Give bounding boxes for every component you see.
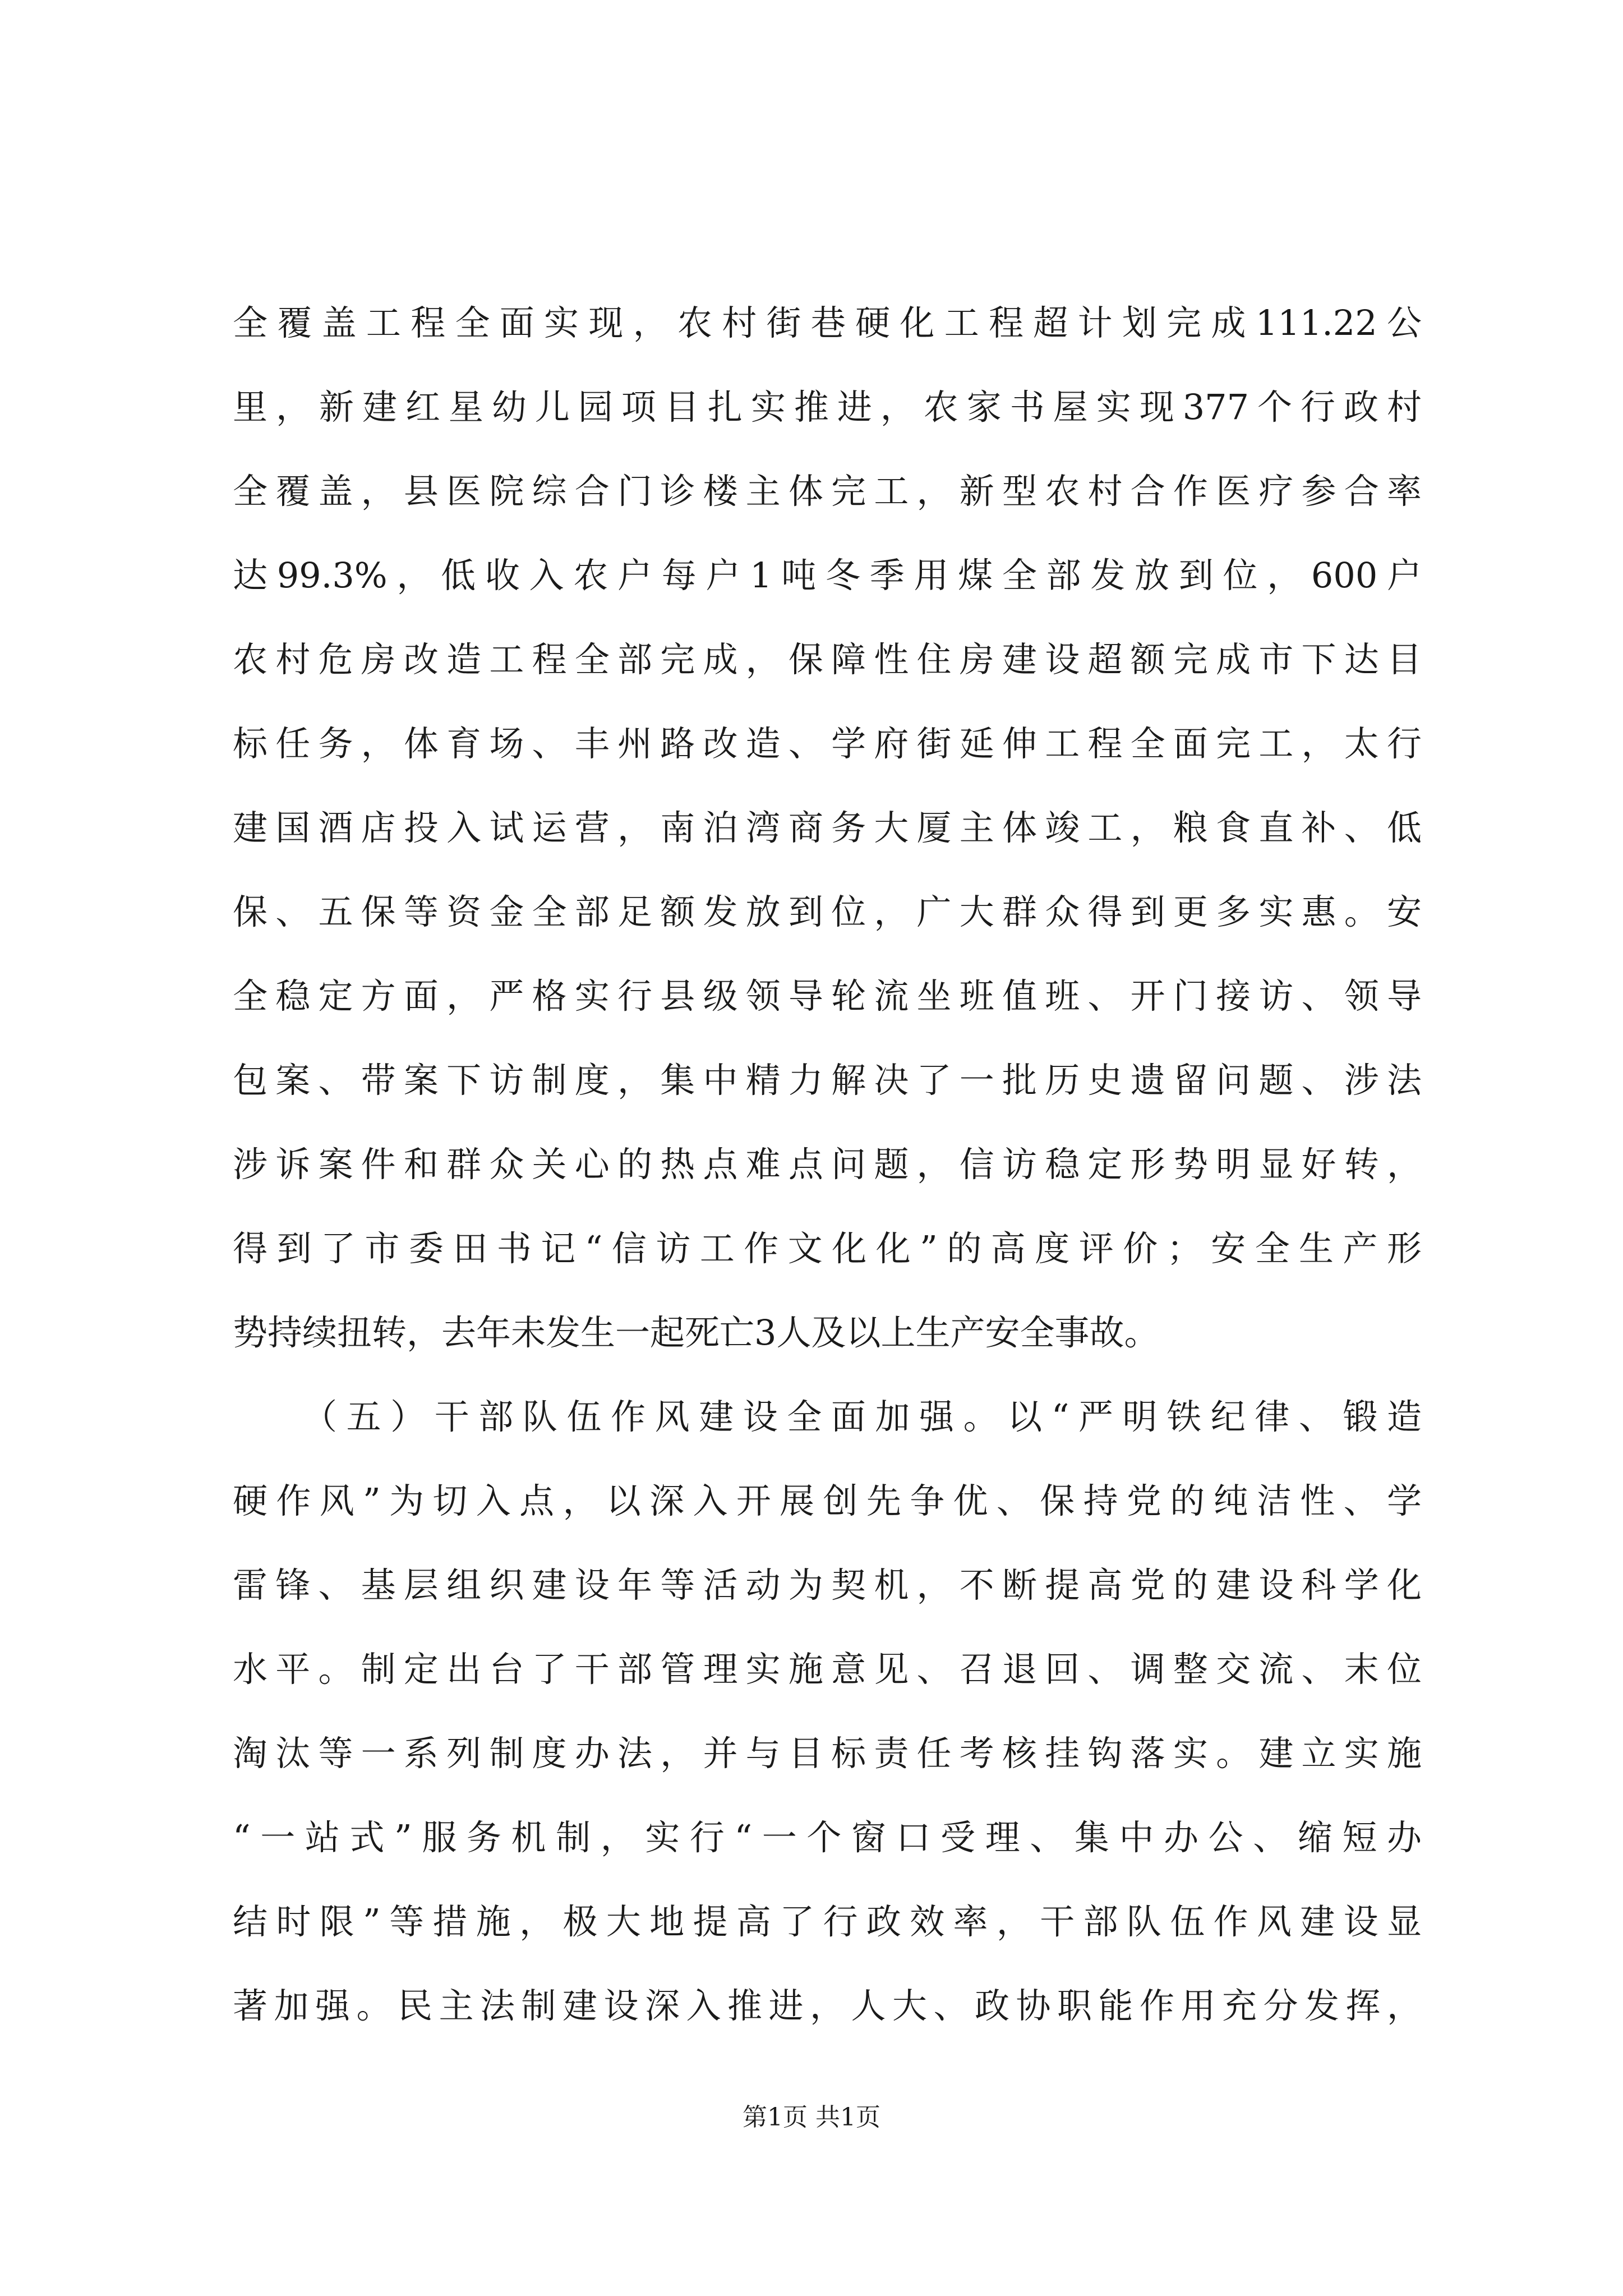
body-text-line: 全覆盖，县医院综合门诊楼主体完工，新型农村合作医疗参合率 — [233, 471, 1422, 512]
body-text-line: 保、五保等资金全部足额发放到位，广大群众得到更多实惠。安 — [233, 891, 1422, 932]
section-heading-line: （五）干部队伍作风建设全面加强。以“严明铁纪律、锻造 — [302, 1396, 1422, 1437]
body-text-line: 包案、带案下访制度，集中精力解决了一批历史遗留问题、涉法 — [233, 1060, 1422, 1101]
body-text-line: 淘汰等一系列制度办法，并与目标责任考核挂钩落实。建立实施 — [233, 1733, 1422, 1774]
body-text-line: 农村危房改造工程全部完成，保障性住房建设超额完成市下达目 — [233, 639, 1422, 680]
body-text-line: 标任务，体育场、丰州路改造、学府街延伸工程全面完工，太行 — [233, 723, 1422, 764]
body-text-line: “一站式”服务机制，实行“一个窗口受理、集中办公、缩短办 — [233, 1817, 1422, 1858]
body-text-line: 达99.3%，低收入农户每户1吨冬季用煤全部发放到位，600户 — [233, 555, 1422, 596]
body-text-line: 雷锋、基层组织建设年等活动为契机，不断提高党的建设科学化 — [233, 1565, 1422, 1605]
body-text-line: 建国酒店投入试运营，南泊湾商务大厦主体竣工，粮食直补、低 — [233, 807, 1422, 848]
body-text-line: 涉诉案件和群众关心的热点难点问题，信访稳定形势明显好转， — [233, 1144, 1422, 1185]
body-text-line: 全稳定方面，严格实行县级领导轮流坐班值班、开门接访、领导 — [233, 976, 1422, 1016]
body-text-line: 水平。制定出台了干部管理实施意见、召退回、调整交流、末位 — [233, 1649, 1422, 1690]
body-text-line: 著加强。民主法制建设深入推进，人大、政协职能作用充分发挥， — [233, 1985, 1422, 2026]
body-text-line: 得到了市委田书记“信访工作文化化”的高度评价；安全生产形 — [233, 1228, 1422, 1269]
body-text-line: 硬作风”为切入点，以深入开展创先争优、保持党的纯洁性、学 — [233, 1480, 1422, 1521]
body-text-line: 结时限”等措施，极大地提高了行政效率，干部队伍作风建设显 — [233, 1901, 1422, 1942]
page-footer: 第1页 共1页 — [743, 2103, 880, 2132]
body-text-line: 全覆盖工程全面实现，农村街巷硬化工程超计划完成111.22公 — [233, 302, 1422, 343]
body-text-line: 里，新建红星幼儿园项目扎实推进，农家书屋实现377个行政村 — [233, 386, 1422, 427]
body-text-line: 势持续扭转，去年未发生一起死亡3人及以上生产安全事故。 — [233, 1312, 1159, 1353]
